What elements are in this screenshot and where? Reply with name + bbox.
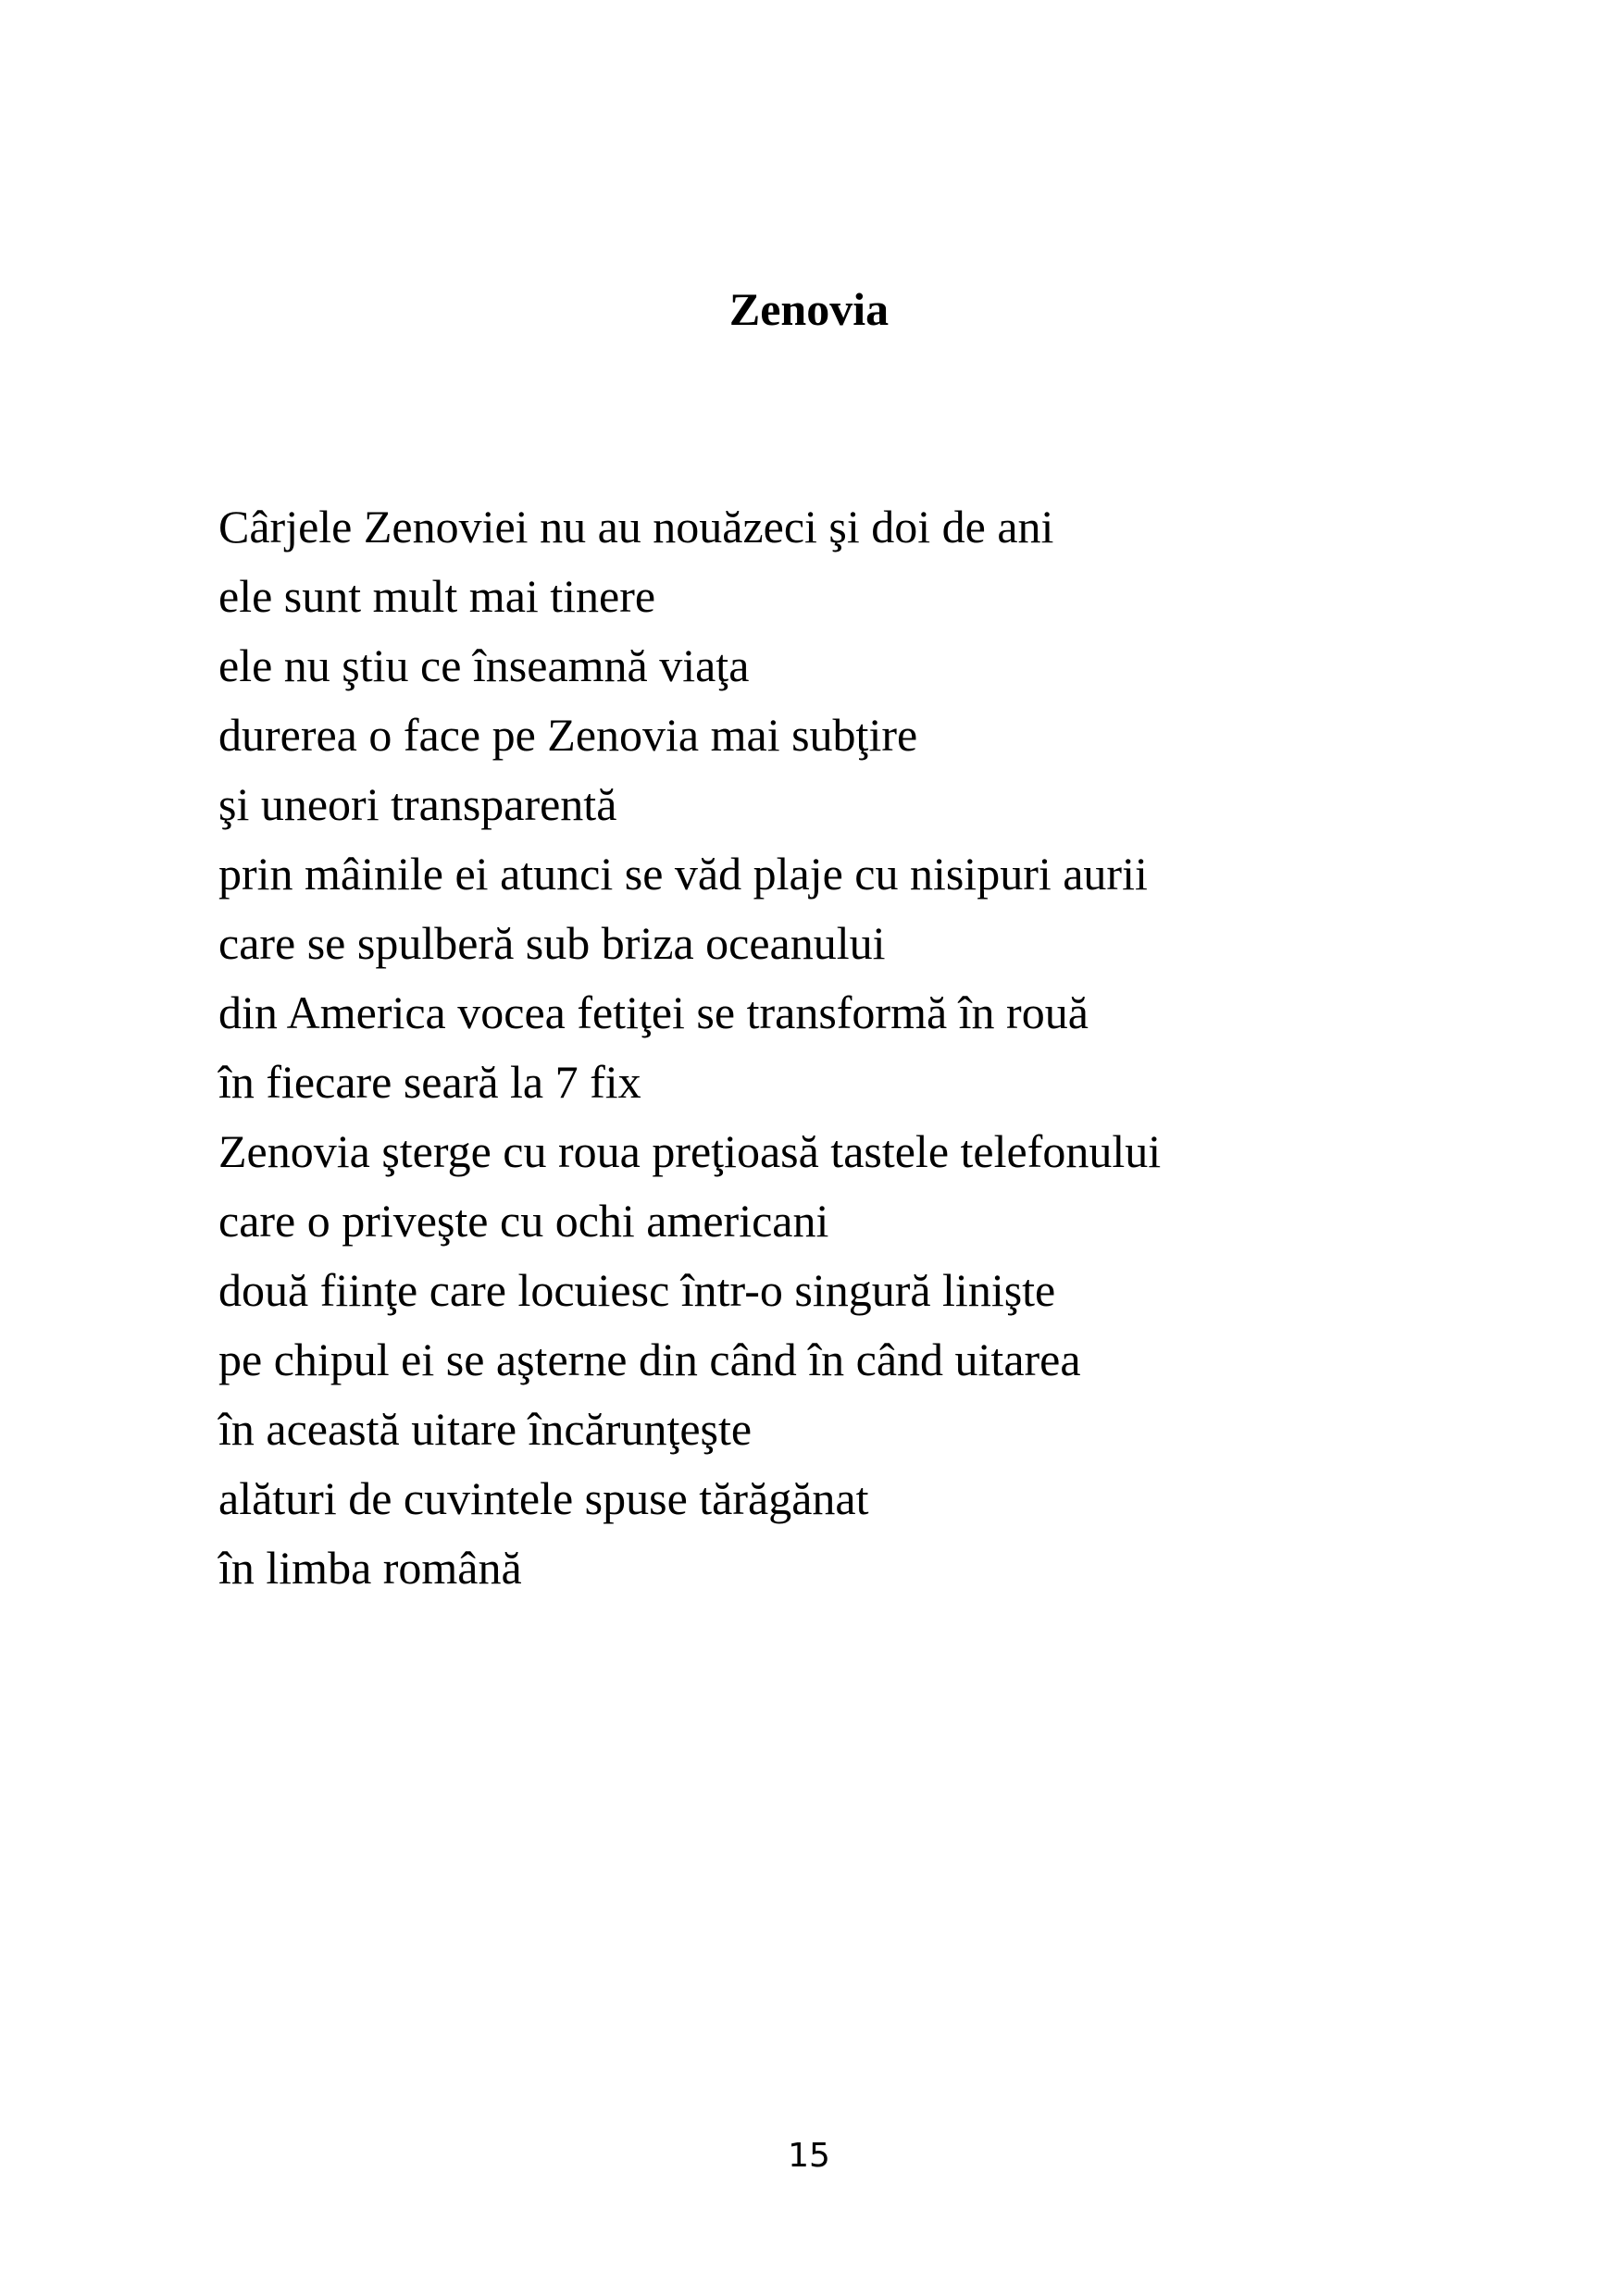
poem-line: Zenovia şterge cu roua preţioasă tastele telefonului bbox=[218, 1125, 1162, 1177]
poem-line: în fiecare seară la 7 fix bbox=[218, 1056, 641, 1108]
poem-line: şi uneori transparentă bbox=[218, 778, 617, 830]
poem-line: ele sunt mult mai tinere bbox=[218, 570, 656, 622]
poem-line: durerea o face pe Zenovia mai subţire bbox=[218, 709, 918, 761]
poem-line: ele nu ştiu ce înseamnă viaţa bbox=[218, 639, 750, 691]
poem-line: în limba română bbox=[218, 1542, 522, 1594]
poem-line: în această uitare încărunţeşte bbox=[218, 1403, 753, 1455]
poem-line: pe chipul ei se aşterne din când în când uitarea bbox=[218, 1334, 1081, 1385]
poem-line: Cârjele Zenoviei nu au nouăzeci şi doi de ani bbox=[218, 501, 1054, 552]
poem-line: prin mâinile ei atunci se văd plaje cu nisipuri aurii bbox=[218, 848, 1148, 900]
poem-line: din America vocea fetiţei se transformă în rouă bbox=[218, 987, 1089, 1038]
poem-body bbox=[218, 492, 1468, 1603]
page-number: 15 bbox=[788, 2137, 830, 2175]
poem-line: două fiinţe care locuiesc într-o singură linişte bbox=[218, 1264, 1056, 1316]
poem-line: alături de cuvintele spuse tărăgănat bbox=[218, 1472, 869, 1524]
poem-line: care o priveşte cu ochi americani bbox=[218, 1195, 829, 1247]
poem-title: Zenovia bbox=[728, 283, 890, 335]
poem-line: care se spulberă sub briza oceanului bbox=[218, 917, 886, 969]
